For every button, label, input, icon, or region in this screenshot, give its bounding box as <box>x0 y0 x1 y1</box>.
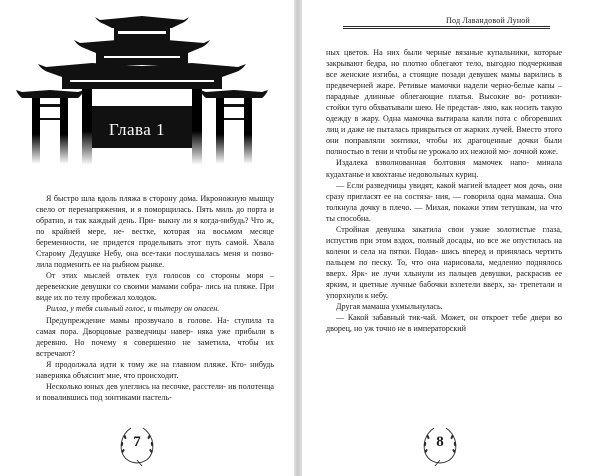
text-line: Предупреждение мамы прозвучало в голове. На- <box>46 315 230 325</box>
page-number-ornament <box>116 424 158 466</box>
text-line: тебе двери во дворец, но уж точно не в императорский <box>326 313 562 334</box>
text-line: моя дочь, они сразу пригласят ее на состяза- <box>326 180 562 201</box>
text-line: придется проделывать этот путь самой. Хвала Старому <box>36 238 274 259</box>
text-line: Издалека взволнованная болтовня мамочек напо- <box>336 158 530 168</box>
page-number: 8 <box>436 434 444 450</box>
text-line: няка уже прибыли в деревню. Но почему я совершенно <box>36 326 274 347</box>
paragraph <box>326 157 562 179</box>
text-line: способна. <box>337 213 371 223</box>
text-line: Я продолжала идти к тому же на главном пляже. Кто- <box>46 359 247 369</box>
paragraph <box>36 303 274 314</box>
text-line: лила подменить ее на рыбном рынке. <box>36 260 165 270</box>
paragraph <box>36 381 274 403</box>
text-line: ие лучи хлынули из пальцев девушки, раскрасив ее <box>371 268 563 278</box>
paragraph <box>36 359 274 381</box>
text-line: минала кудахтанье и квохтанье недовольных куриц. <box>326 158 562 179</box>
text-line: ляю, как носить такую одежду в жару. Одна мамочка <box>326 103 562 124</box>
text-line: ив полотенца и повалившись под зонтиками пастель- <box>36 381 275 402</box>
text-line: в плечо. — Михая, покажи этим тетушкам, на что ты <box>326 202 562 223</box>
text-line: — Какой забавный тик-чай. Может, он откроет <box>336 313 509 323</box>
text-line: нибудь наверняка объяснит мне, что происходит. <box>36 359 274 380</box>
right-page <box>302 0 600 476</box>
running-head-rule <box>343 26 550 27</box>
text-line: поправляли зонтики, чтобы их драгоценные дочки были <box>344 136 562 146</box>
paragraph <box>326 224 562 301</box>
text-line: вытирала капли пота с обгоревших лиц и даже не пыталась <box>326 114 562 135</box>
text-line: ступила та самая пора. Дворцовые разведчицы навер- <box>36 315 275 336</box>
text-line: ных цветов. На них были черные вязаные купальники, <box>326 48 530 57</box>
text-line: полностью в тени и чтобы не урожало их нежной мо- <box>326 147 511 157</box>
left-page <box>0 0 294 476</box>
text-line: Дедушке Небу, она все-таки послушалась меня и позво- <box>69 249 274 259</box>
book-gutter <box>294 0 302 476</box>
text-line: позади девушек мамы варились в предвечерней <box>326 70 563 91</box>
text-line: которые закрывают бедра, но плотно облегают тело, <box>326 48 562 69</box>
text-line: парадные длинные облегающие платья. Высокие во- <box>326 92 526 102</box>
text-line: выкну ли я когда-нибудь? Что ж, по крайней мере, не- <box>36 216 275 237</box>
text-line: жаре. Ретивые мамочки надели черно-белые капы – <box>376 81 562 91</box>
running-head-title: Под Лавандовой Луной <box>413 16 563 25</box>
text-line: моря – деревенские девушки со своими мамами собра- <box>36 271 275 292</box>
text-line: выгодно подчеркивая все женские изгибы, а стоящие <box>326 59 562 80</box>
text-line: Я быстро шла вдоль пляжа в сторону дома. Икроножную <box>46 194 247 203</box>
text-line: Несколько юных дев улеглись на песочке, расстели- <box>46 381 226 391</box>
text-line: ротники-стойки туго обхватывали шею. Не представ- <box>326 92 562 113</box>
paragraph <box>326 180 562 224</box>
right-page-body <box>326 47 562 334</box>
text-line: Рилла, у тебя сильный голос, и тытеру он опасен. <box>46 304 220 314</box>
text-line: лись на пляже. При виде их по телу пробежал холодок. <box>36 282 274 303</box>
text-line: трепетали и упорхнули к небу. <box>326 279 562 301</box>
pagoda-gate-illustration <box>0 0 294 165</box>
paragraph <box>36 270 274 303</box>
paragraph <box>326 47 562 157</box>
page-number-ornament <box>419 424 461 466</box>
paragraph <box>326 312 562 334</box>
text-line: Другая мамаша ухмыльнулась. <box>336 302 443 312</box>
text-line: ния, — говорила одна мамаша. Она толкнула дочку <box>326 191 562 212</box>
text-line: Пять миль до порта и обратно, и так каждый день. При- <box>36 205 274 226</box>
text-line: мышцу свело от перенапряжения, и я поморщилась. <box>36 194 274 215</box>
running-head-rule <box>343 28 550 29</box>
text-line: ярким, и цветные лучные бабочки взлетели вверх, за- <box>326 279 517 289</box>
text-line: Стройная девушка закатила свои узкие золотистые <box>336 224 536 234</box>
chapter-title: Глава 1 <box>108 120 166 139</box>
text-line: То, что она нарисовала, медленно поднялось вверх. Ярк- <box>326 257 562 278</box>
text-line: — Если разведчицы увидят, какой магией владеет <box>336 180 512 190</box>
page-number: 7 <box>133 434 141 450</box>
text-line: не заметила, чтобы их встречают? <box>36 337 275 358</box>
text-line: лочной коже. <box>512 147 558 157</box>
running-head <box>343 15 550 37</box>
text-line: прикрыться от жарких лучей. Вместо этого они <box>326 125 562 146</box>
paragraph <box>36 193 274 270</box>
paragraph <box>326 301 562 312</box>
left-page-body <box>36 193 274 403</box>
text-line: шись вперед и принялась чертить пальцем по песку. <box>326 246 562 267</box>
text-line: все же опустилась на колени и села на пятки. Подав- <box>326 235 562 256</box>
text-line: вестке, которая на восьмом месяце беременности, не <box>36 227 274 248</box>
paragraph <box>36 315 274 359</box>
text-line: глаза, испустив при этом вздох, полный досады, но <box>326 224 562 245</box>
text-line: От этих мыслей отвлек гул голосов со стороны <box>46 271 240 281</box>
